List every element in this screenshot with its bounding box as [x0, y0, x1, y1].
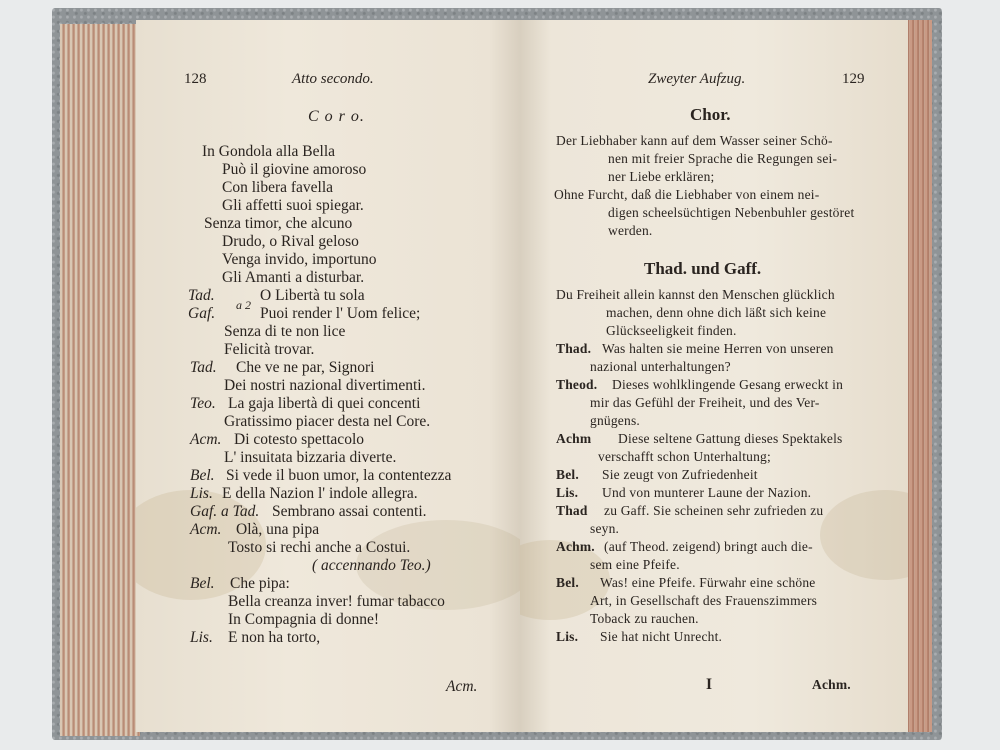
catchword: Achm. — [812, 677, 851, 692]
speaker: Thad. — [556, 341, 592, 356]
text-line: Was halten sie meine Herren von unseren — [602, 341, 834, 356]
speaker: Acm. — [190, 521, 222, 538]
catchword: Acm. — [446, 678, 478, 695]
text-line: Glückseeligkeit finden. — [606, 323, 737, 338]
speaker: Lis. — [190, 629, 213, 646]
dialogue-line: Dei nostri nazional divertimenti. — [224, 377, 426, 394]
dialogue-line: Bella creanza inver! fumar tabacco — [228, 593, 445, 610]
stage-direction: ( accennando Teo.) — [312, 557, 431, 574]
verse-line: Può il giovine amoroso — [222, 161, 367, 178]
text-line: Der Liebhaber kann auf dem Wasser seiner Schö- — [556, 133, 833, 148]
left-page — [136, 20, 520, 732]
page-number: 129 — [842, 71, 865, 87]
speaker: Achm — [556, 431, 592, 446]
dialogue-line: In Compagnia di donne! — [228, 611, 380, 628]
verse-line: O Libertà tu sola — [260, 287, 365, 304]
dialogue-line: Di cotesto spettacolo — [234, 431, 364, 448]
verse-line: Gli affetti suoi spiegar. — [222, 197, 364, 214]
text-line: Was! eine Pfeife. Fürwahr eine schöne — [600, 575, 816, 590]
speaker: Tad. — [188, 287, 215, 304]
text-line: Du Freiheit allein kannst den Menschen glücklich — [556, 287, 835, 302]
text-line: digen scheelsüchtigen Nebenbuhler gestöret — [608, 205, 855, 220]
speaker: Tad. — [190, 359, 217, 376]
speaker: Acm. — [190, 431, 222, 448]
section-title: Chor. — [690, 105, 731, 124]
speaker: Theod. — [556, 377, 598, 392]
text-line: machen, denn ohne dich läßt sich keine — [606, 305, 827, 320]
text-line: mir das Gefühl der Freiheit, und des Ver- — [590, 395, 820, 410]
page-edges-left — [60, 24, 140, 736]
speaker: Gaf. — [188, 305, 216, 322]
verse-line: In Gondola alla Bella — [202, 143, 335, 160]
dialogue-line: Tosto si rechi anche a Costui. — [228, 539, 411, 556]
text-line: Dieses wohlklingende Gesang erweckt in — [612, 377, 844, 392]
speaker: Gaf. a Tad. — [190, 503, 260, 520]
verse-line: Gli Amanti a disturbar. — [222, 269, 365, 286]
speaker: Lis. — [556, 629, 579, 644]
duet-marker: a 2 — [236, 298, 251, 312]
verse-line: Venga invido, importuno — [222, 251, 377, 268]
text-line: seyn. — [590, 521, 620, 536]
dialogue-line: E non ha torto, — [228, 629, 321, 646]
verse-line: Drudo, o Rival geloso — [222, 233, 359, 250]
text-line: ner Liebe erklären; — [608, 169, 715, 184]
verse-line: Con libera favella — [222, 179, 334, 196]
verse-line: Senza di te non lice — [224, 323, 346, 340]
speaker: Bel. — [556, 467, 579, 482]
text-line: werden. — [608, 223, 653, 238]
text-line: verschafft schon Unterhaltung; — [598, 449, 771, 464]
dialogue-line: Olà, una pipa — [236, 521, 320, 538]
dialogue-line: Che ve ne par, Signori — [236, 359, 375, 376]
dialogue-line: Che pipa: — [230, 575, 290, 592]
text-line: zu Gaff. Sie scheinen sehr zufrieden zu — [604, 503, 824, 518]
dialogue-line: E della Nazion l' indole allegra. — [222, 485, 418, 502]
text-line: nazional unterhaltungen? — [590, 359, 731, 374]
dialogue-line: L' insuitata bizzaria diverte. — [224, 449, 397, 466]
verse-line: Felicità trovar. — [224, 341, 315, 358]
speaker: Bel. — [556, 575, 579, 590]
dialogue-line: Sembrano assai contenti. — [272, 503, 427, 520]
dialogue-line: La gaja libertà di quei concenti — [228, 395, 421, 412]
page-number: 128 — [184, 71, 207, 87]
section-title: C o r o. — [308, 108, 365, 125]
water-stain — [820, 490, 908, 580]
verse-line: Puoi render l' Uom felice; — [260, 305, 421, 322]
subtitle: Thad. und Gaff. — [644, 259, 762, 278]
speaker: Lis. — [190, 485, 213, 502]
speaker: Bel. — [190, 467, 215, 484]
text-line: gnügens. — [590, 413, 640, 428]
text-line: Ohne Furcht, daß die Liebhaber von einem nei- — [554, 187, 820, 202]
dialogue-line: Si vede il buon umor, la contentezza — [226, 467, 452, 484]
running-head: Atto secondo. — [292, 71, 374, 87]
text-line: (auf Theod. zeigend) bringt auch die- — [604, 539, 813, 554]
dialogue-line: Gratissimo piacer desta nel Core. — [224, 413, 431, 430]
text-line: Sie zeugt von Zufriedenheit — [602, 467, 758, 482]
running-head: Zweyter Aufzug. — [648, 71, 746, 87]
signature-mark: I — [706, 676, 713, 693]
text-line: sem eine Pfeife. — [590, 557, 680, 572]
verse-line: Senza timor, che alcuno — [204, 215, 353, 232]
text-line: Toback zu rauchen. — [590, 611, 699, 626]
text-line: Diese seltene Gattung dieses Spektakels — [618, 431, 843, 446]
right-page — [520, 20, 908, 732]
text-line: Und von munterer Laune der Nazion. — [602, 485, 812, 500]
text-line: Art, in Gesellschaft des Frauenszimmers — [590, 593, 818, 608]
speaker: Bel. — [190, 575, 215, 592]
speaker: Lis. — [556, 485, 579, 500]
speaker: Achm. — [556, 539, 595, 554]
text-line: Sie hat nicht Unrecht. — [600, 629, 723, 644]
text-line: nen mit freier Sprache die Regungen sei- — [608, 151, 838, 166]
speaker: Teo. — [190, 395, 216, 412]
speaker: Thad — [556, 503, 588, 518]
